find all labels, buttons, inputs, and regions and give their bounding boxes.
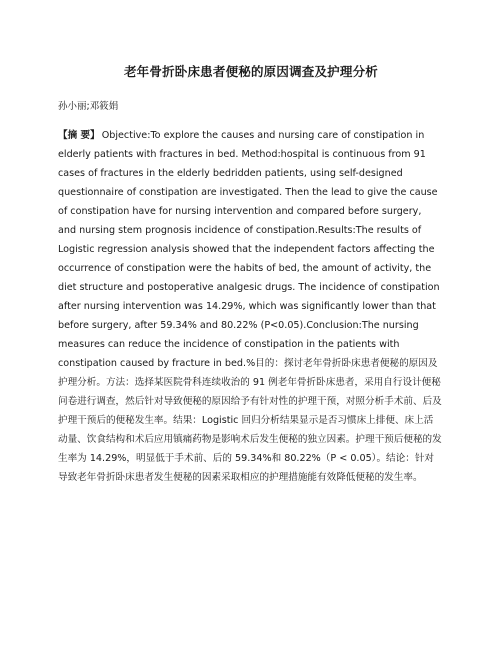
abstract-text: Objective:To explore the causes and nursing care of constipation in elderly patients with fractures in bed. Method:hospital is continuous from 91 cases of fractures in the elderly bedridden patients, using self-designed questionnaire of constipation are investigated. Then the lead to give the cause of constipation have for nursing intervention and compared before surgery, and nursing stem prognosis incidence of constipation.Results:The results of Logistic regression analysis showed that the independent factors affecting the occurrence of constipation were the habits of bed, the amount of activity, the diet structure and postoperative analgesic drugs. The incidence of constipation after nursing intervention was 14.29%, which was significantly lower than that before surgery, after 59.34% and 80.22% (P<0.05).Conclusion:The nursing measures can reduce the incidence of constipation in the patients with constipation caused by fracture in bed.%目的：探讨老年骨折卧床患者便秘的原因及护理分析。方法：选择某医院骨科连续收治的 91 例老年骨折卧床患者，采用自行设计便秘问卷进行调查，然后针对导致便秘的原因给予有针对性的护理干预，对照分析手术前、后及护理干预后的便秘发生率。结果：Logistic 回归分析结果显示是否习惯床上排便、床上活动量、饮食结构和术后应用镇痛药物是影响术后发生便秘的独立因素。护理干预后便秘的发生率为 14.29%，明显低于手术前、后的 59.34%和 80.22%（P < 0.05）。结论：针对导致老年骨折卧床患者发生便秘的因素采取相应的护理措施能有效降低便秘的发生率。 <box>58 130 442 483</box>
abstract-block <box>58 126 442 487</box>
paper-title: 老年骨折卧床患者便秘的原因调查及护理分析 <box>123 64 378 79</box>
abstract-label: 【摘 要】 <box>58 130 100 141</box>
paper-authors: 孙小丽;邓筱娟 <box>58 101 119 112</box>
